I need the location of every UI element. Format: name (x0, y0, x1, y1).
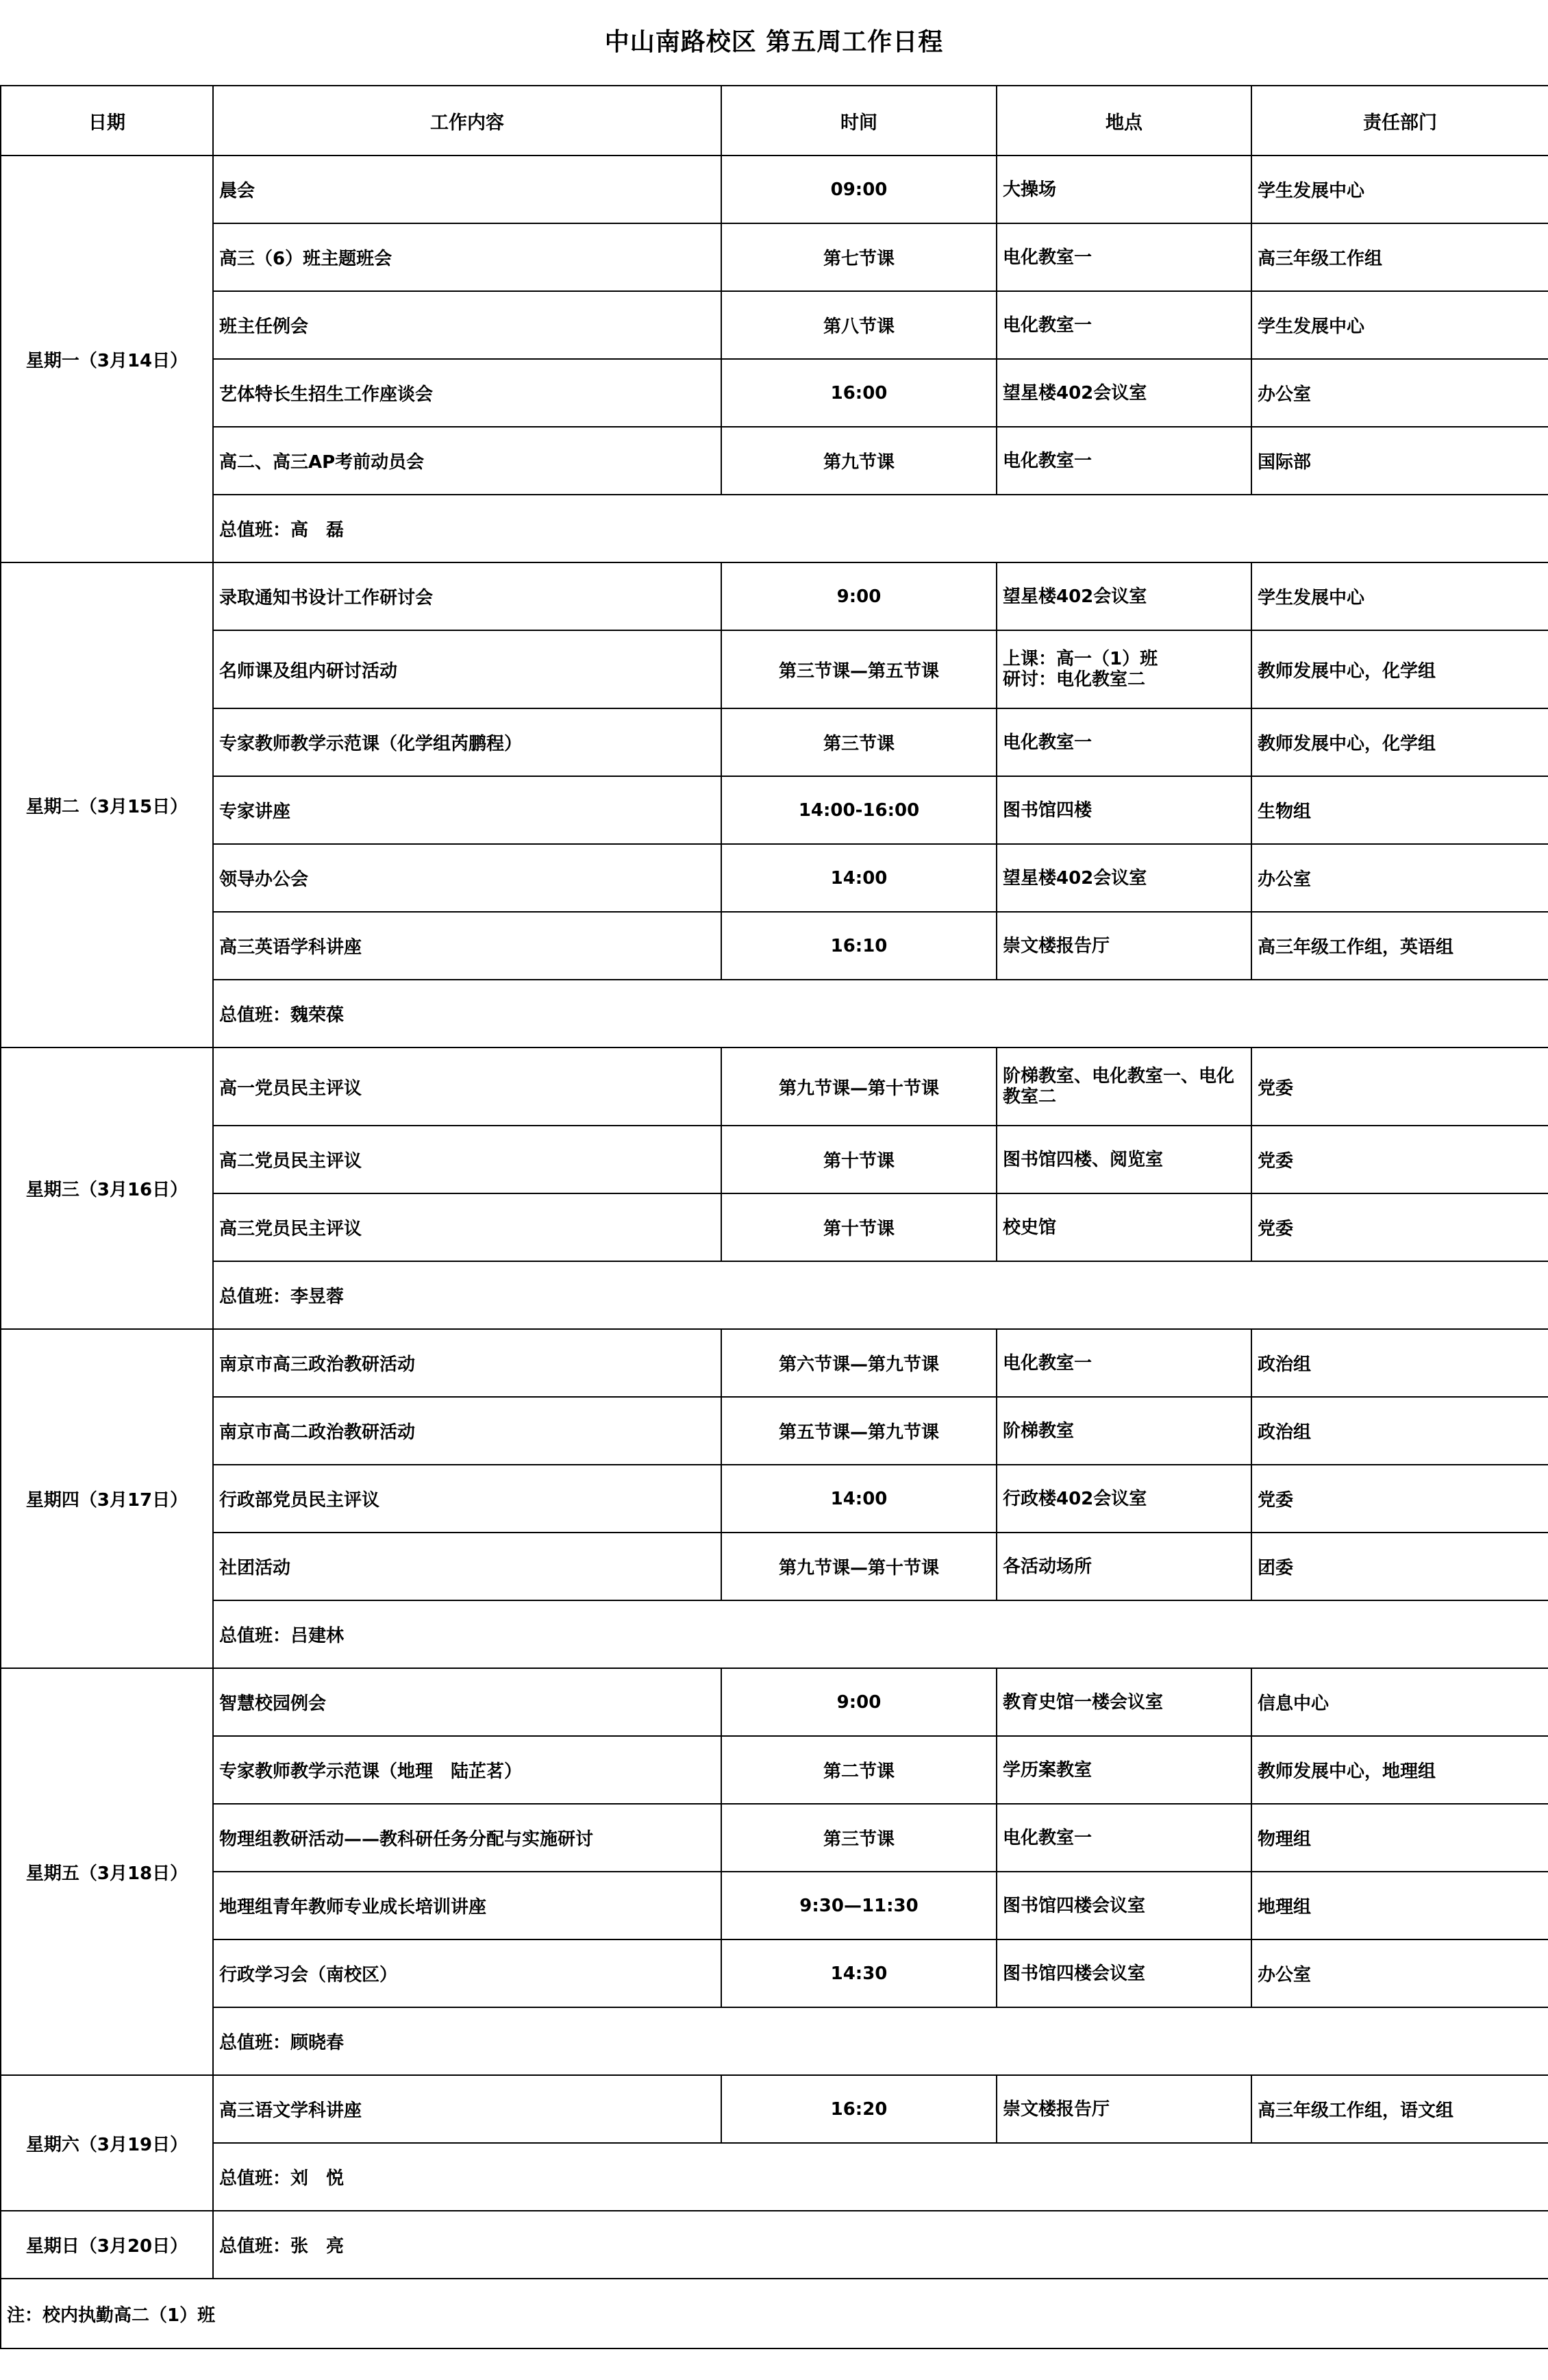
table-row (1, 223, 1548, 291)
table-row (1, 1329, 1548, 1397)
duty-row (1, 980, 1548, 1048)
department-cell: 国际部 (1251, 427, 1548, 495)
table-row (1, 1193, 1548, 1261)
date-cell: 星期日（3月20日） (1, 2211, 213, 2279)
department-cell: 党委 (1251, 1465, 1548, 1533)
duty-cell: 总值班：李昱蓉 (213, 1261, 1548, 1329)
duty-row (1, 2007, 1548, 2075)
time-cell: 9:30—11:30 (721, 1872, 997, 1939)
table-row (1, 359, 1548, 427)
location-cell: 电化教室一 (997, 427, 1251, 495)
location-cell: 电化教室一 (997, 1329, 1251, 1397)
table-row (1, 291, 1548, 359)
table-row (1, 2075, 1548, 2143)
content-cell: 地理组青年教师专业成长培训讲座 (213, 1872, 721, 1939)
location-cell: 上课：高一（1）班 研讨：电化教室二 (997, 630, 1251, 708)
content-cell: 专家教师教学示范课（化学组芮鹏程） (213, 708, 721, 776)
content-cell: 高三语文学科讲座 (213, 2075, 721, 2143)
time-cell: 9:00 (721, 562, 997, 630)
duty-cell: 总值班：刘 悦 (213, 2143, 1548, 2211)
table-row (1, 1397, 1548, 1465)
table-row (1, 912, 1548, 980)
content-cell: 高三党员民主评议 (213, 1193, 721, 1261)
time-cell: 16:20 (721, 2075, 997, 2143)
department-cell: 物理组 (1251, 1804, 1548, 1872)
table-row (1, 562, 1548, 630)
schedule-table (0, 85, 1548, 2349)
table-row (1, 1804, 1548, 1872)
location-cell: 电化教室一 (997, 223, 1251, 291)
location-cell: 教育史馆一楼会议室 (997, 1668, 1251, 1736)
location-cell: 望星楼402会议室 (997, 844, 1251, 912)
date-cell: 星期六（3月19日） (1, 2075, 213, 2211)
duty-cell: 总值班：吕建林 (213, 1600, 1548, 1668)
header-location: 地点 (997, 86, 1251, 156)
table-row (1, 427, 1548, 495)
table-row (1, 1668, 1548, 1736)
location-cell: 阶梯教室 (997, 1397, 1251, 1465)
time-cell: 14:00 (721, 1465, 997, 1533)
department-cell: 学生发展中心 (1251, 291, 1548, 359)
table-row (1, 1048, 1548, 1126)
location-cell: 学历案教室 (997, 1736, 1251, 1804)
table-row (1, 1872, 1548, 1939)
table-row (1, 156, 1548, 223)
department-cell: 地理组 (1251, 1872, 1548, 1939)
content-cell: 社团活动 (213, 1533, 721, 1600)
content-cell: 晨会 (213, 156, 721, 223)
time-cell: 09:00 (721, 156, 997, 223)
department-cell: 高三年级工作组 (1251, 223, 1548, 291)
location-cell: 电化教室一 (997, 708, 1251, 776)
table-row (1, 1736, 1548, 1804)
table-header-row (1, 86, 1548, 156)
department-cell: 办公室 (1251, 1939, 1548, 2007)
time-cell: 9:00 (721, 1668, 997, 1736)
time-cell: 第六节课—第九节课 (721, 1329, 997, 1397)
date-cell: 星期二（3月15日） (1, 562, 213, 1048)
department-cell: 高三年级工作组，英语组 (1251, 912, 1548, 980)
header-date: 日期 (1, 86, 213, 156)
location-cell: 行政楼402会议室 (997, 1465, 1251, 1533)
department-cell: 教师发展中心，化学组 (1251, 630, 1548, 708)
time-cell: 第十节课 (721, 1126, 997, 1193)
time-cell: 第三节课 (721, 708, 997, 776)
department-cell: 学生发展中心 (1251, 156, 1548, 223)
time-cell: 14:00-16:00 (721, 776, 997, 844)
content-cell: 班主任例会 (213, 291, 721, 359)
content-cell: 南京市高三政治教研活动 (213, 1329, 721, 1397)
date-cell: 星期三（3月16日） (1, 1048, 213, 1329)
duty-row (1, 495, 1548, 562)
table-row (1, 1126, 1548, 1193)
date-cell: 星期五（3月18日） (1, 1668, 213, 2075)
location-cell: 电化教室一 (997, 291, 1251, 359)
time-cell: 第九节课—第十节课 (721, 1533, 997, 1600)
duty-cell: 总值班：高 磊 (213, 495, 1548, 562)
content-cell: 领导办公会 (213, 844, 721, 912)
time-cell: 16:00 (721, 359, 997, 427)
location-cell: 望星楼402会议室 (997, 562, 1251, 630)
location-cell: 阶梯教室、电化教室一、电化教室二 (997, 1048, 1251, 1126)
location-cell: 图书馆四楼 (997, 776, 1251, 844)
time-cell: 第八节课 (721, 291, 997, 359)
header-time: 时间 (721, 86, 997, 156)
content-cell: 行政学习会（南校区） (213, 1939, 721, 2007)
time-cell: 第九节课 (721, 427, 997, 495)
content-cell: 艺体特长生招生工作座谈会 (213, 359, 721, 427)
duty-cell: 总值班：顾晓春 (213, 2007, 1548, 2075)
time-cell: 第十节课 (721, 1193, 997, 1261)
location-cell: 大操场 (997, 156, 1251, 223)
department-cell: 党委 (1251, 1126, 1548, 1193)
content-cell: 名师课及组内研讨活动 (213, 630, 721, 708)
time-cell: 第三节课—第五节课 (721, 630, 997, 708)
department-cell: 团委 (1251, 1533, 1548, 1600)
department-cell: 党委 (1251, 1193, 1548, 1261)
department-cell: 学生发展中心 (1251, 562, 1548, 630)
content-cell: 高二、高三AP考前动员会 (213, 427, 721, 495)
time-cell: 16:10 (721, 912, 997, 980)
duty-row (1, 2143, 1548, 2211)
content-cell: 高二党员民主评议 (213, 1126, 721, 1193)
table-row (1, 1465, 1548, 1533)
department-cell: 党委 (1251, 1048, 1548, 1126)
content-cell: 南京市高二政治教研活动 (213, 1397, 721, 1465)
table-row (1, 1939, 1548, 2007)
location-cell: 望星楼402会议室 (997, 359, 1251, 427)
time-cell: 第三节课 (721, 1804, 997, 1872)
content-cell: 专家讲座 (213, 776, 721, 844)
location-cell: 电化教室一 (997, 1804, 1251, 1872)
table-row (1, 776, 1548, 844)
time-cell: 第二节课 (721, 1736, 997, 1804)
location-cell: 校史馆 (997, 1193, 1251, 1261)
department-cell: 政治组 (1251, 1329, 1548, 1397)
content-cell: 高一党员民主评议 (213, 1048, 721, 1126)
note-cell: 注：校内执勤高二（1）班 (1, 2279, 1548, 2348)
location-cell: 图书馆四楼会议室 (997, 1939, 1251, 2007)
duty-row (1, 2211, 1548, 2279)
table-row (1, 630, 1548, 708)
content-cell: 物理组教研活动——教科研任务分配与实施研讨 (213, 1804, 721, 1872)
duty-row (1, 1261, 1548, 1329)
time-cell: 14:30 (721, 1939, 997, 2007)
table-row (1, 844, 1548, 912)
content-cell: 智慧校园例会 (213, 1668, 721, 1736)
date-cell: 星期四（3月17日） (1, 1329, 213, 1668)
duty-cell: 总值班：魏荣葆 (213, 980, 1548, 1048)
location-cell: 图书馆四楼会议室 (997, 1872, 1251, 1939)
duty-cell: 总值班：张 亮 (213, 2211, 1548, 2279)
page-title: 中山南路校区 第五周工作日程 (604, 28, 944, 56)
time-cell: 第七节课 (721, 223, 997, 291)
table-row (1, 1533, 1548, 1600)
content-cell: 录取通知书设计工作研讨会 (213, 562, 721, 630)
department-cell: 办公室 (1251, 844, 1548, 912)
content-cell: 高三（6）班主题班会 (213, 223, 721, 291)
header-content: 工作内容 (213, 86, 721, 156)
content-cell: 专家教师教学示范课（地理 陆芷茗） (213, 1736, 721, 1804)
content-cell: 行政部党员民主评议 (213, 1465, 721, 1533)
location-cell: 崇文楼报告厅 (997, 2075, 1251, 2143)
content-cell: 高三英语学科讲座 (213, 912, 721, 980)
location-cell: 图书馆四楼、阅览室 (997, 1126, 1251, 1193)
department-cell: 信息中心 (1251, 1668, 1548, 1736)
header-department: 责任部门 (1251, 86, 1548, 156)
department-cell: 教师发展中心，化学组 (1251, 708, 1548, 776)
department-cell: 政治组 (1251, 1397, 1548, 1465)
department-cell: 高三年级工作组，语文组 (1251, 2075, 1548, 2143)
time-cell: 第九节课—第十节课 (721, 1048, 997, 1126)
duty-row (1, 1600, 1548, 1668)
department-cell: 生物组 (1251, 776, 1548, 844)
note-row (1, 2279, 1548, 2348)
table-row (1, 708, 1548, 776)
location-cell: 各活动场所 (997, 1533, 1251, 1600)
location-cell: 崇文楼报告厅 (997, 912, 1251, 980)
time-cell: 14:00 (721, 844, 997, 912)
department-cell: 教师发展中心，地理组 (1251, 1736, 1548, 1804)
date-cell: 星期一（3月14日） (1, 156, 213, 562)
department-cell: 办公室 (1251, 359, 1548, 427)
time-cell: 第五节课—第九节课 (721, 1397, 997, 1465)
